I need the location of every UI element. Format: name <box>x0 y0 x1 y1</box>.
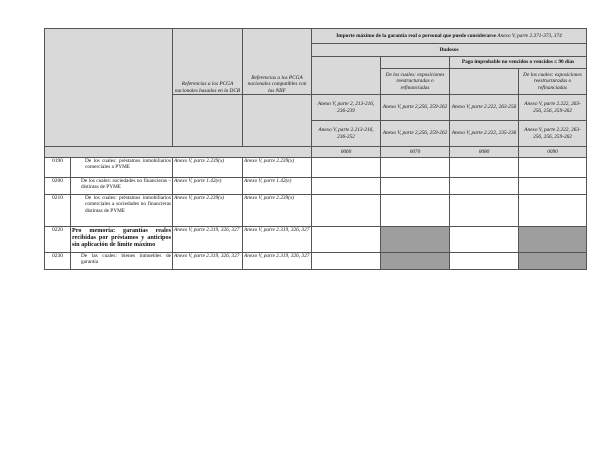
row-ref-bad <box>173 158 243 178</box>
pago-improbable-text: Pago improbable no vencidos o vencidos ≤ 90 días <box>461 59 575 66</box>
header-blank-cell <box>45 29 173 147</box>
row-ref-bad <box>173 253 243 270</box>
row-label <box>71 227 173 253</box>
header-ref-ifrs-lower <box>243 95 312 147</box>
row-code <box>45 253 71 270</box>
header-ref-ifrs-text: Referencias a los PCGA nacionales compatibles con las NIIF <box>247 74 307 94</box>
row-label-text: De las cuales: bienes inmuebles de garantía <box>81 253 171 266</box>
row-code <box>45 178 71 195</box>
cell-0070-shaded <box>381 253 450 270</box>
row-ref-ifrs <box>243 253 312 270</box>
cell-0090 <box>519 195 587 227</box>
row-code <box>45 195 71 227</box>
colid-0060 <box>312 147 381 158</box>
row-label-text: De los cuales: sociedades no financieras – distintas de PYME <box>81 178 171 191</box>
row-label <box>71 195 173 227</box>
header-ref-bad-text: Referencias a los PCGA nacionales basados en la DCB <box>174 81 241 94</box>
restructured-text-2: De los cuales: exposiciones reestructuradas o refinanciadas <box>523 71 582 91</box>
top-title-ref: Anexo V, parte 2.371-373, 374 <box>497 32 562 39</box>
header-ref-bad <box>173 29 243 95</box>
ref1-col-0070 <box>381 95 450 121</box>
row-code-text: 0200 <box>52 178 63 184</box>
header-ref-bad-lower <box>173 95 243 147</box>
ref1-0080-text: Anexo V, parte 2.222, 263-256 <box>451 104 517 111</box>
ref1-0090-text: Anexo V, parte 2.222, 263-256, 256, 259-262 <box>524 101 581 114</box>
row-label-text: Pro memoria: garantías reales recibidas por préstamos y anticipos sin aplicación de límite máximo <box>72 227 171 249</box>
ref1-col-0060 <box>312 95 381 121</box>
row-ref-bad <box>173 195 243 227</box>
colid-0070 <box>381 147 450 158</box>
colid-0060-text: 0060 <box>340 148 352 155</box>
row-label <box>71 158 173 178</box>
row-ref-ifrs <box>243 158 312 178</box>
header-blank-dudosos-total <box>312 57 381 95</box>
header-top-title <box>312 29 587 44</box>
row-ref-bad-text: Anexo V, parte 2.239(x) <box>174 195 225 201</box>
row-code-text: 0230 <box>52 253 63 259</box>
row-ref-bad <box>173 178 243 195</box>
row-label <box>71 178 173 195</box>
ref2-col-0060 <box>312 121 381 147</box>
row-ref-ifrs-text: Anexo V, parte 2.319, 326, 327 <box>244 253 310 259</box>
header-restructured-2 <box>519 69 587 95</box>
row-ref-ifrs <box>243 178 312 195</box>
colid-0070-text: 0070 <box>409 148 421 155</box>
cell-0060 <box>312 195 381 227</box>
row-ref-ifrs <box>243 195 312 227</box>
cell-0070 <box>381 178 450 195</box>
row-ref-ifrs-text: Anexo V, parte 2.239(x) <box>244 158 295 164</box>
top-title-text: Importe máximo de la garantía real o personal que puede considerarse <box>336 32 496 39</box>
table-row <box>45 178 587 195</box>
cell-0060 <box>312 178 381 195</box>
row-code <box>45 158 71 178</box>
row-code <box>45 227 71 253</box>
ref2-col-0080 <box>450 121 519 147</box>
dudosos-text: Dudosos <box>439 46 459 53</box>
header-restructured-1 <box>381 69 450 95</box>
cell-0060 <box>312 158 381 178</box>
cell-0090 <box>519 178 587 195</box>
cell-0090-shaded <box>519 227 587 253</box>
cell-0080 <box>450 178 519 195</box>
colid-0080-text: 0080 <box>478 148 490 155</box>
row-ref-bad-text: Anexo V, parte 2.239(x) <box>174 158 225 164</box>
cell-0090 <box>519 158 587 178</box>
collateral-table <box>44 28 587 270</box>
cell-0070-shaded <box>381 227 450 253</box>
row-ref-ifrs <box>243 227 312 253</box>
row-label-text: De los cuales: préstamos inmobiliarios comerciales a sociedades no financieras distintas de PYME <box>85 195 171 214</box>
regulatory-table-page <box>44 28 586 270</box>
header-pago-improbable <box>450 57 587 69</box>
table-row <box>45 227 587 253</box>
row-ref-ifrs-text: Anexo V, parte 2.239(x) <box>244 195 295 201</box>
colid-0080 <box>450 147 519 158</box>
cell-0090-shaded <box>519 253 587 270</box>
row-label-text: De los cuales: préstamos inmobiliarios comerciales a PYME <box>85 158 171 171</box>
row-code-text: 0190 <box>52 158 63 164</box>
ref2-0080-text: Anexo V, parte 2.222, 235-236 <box>451 130 517 137</box>
header-ref-ifrs <box>243 29 312 95</box>
row-ref-bad-text: Anexo V, parte 2.319, 326, 327 <box>174 253 240 259</box>
table-row <box>45 253 587 270</box>
row-label <box>71 253 173 270</box>
table-row <box>45 195 587 227</box>
colid-blank <box>45 147 312 158</box>
ref1-col-0090 <box>519 95 587 121</box>
ref1-0070-text: Anexo V, parte 2,256, 259-262 <box>382 104 448 111</box>
cell-0080 <box>450 195 519 227</box>
header-blank-under-dudosos <box>381 57 450 69</box>
ref1-col-0080 <box>450 95 519 121</box>
ref2-col-0090 <box>519 121 587 147</box>
ref1-0060-text: Anexo V, parte 2, 213-216, 236-239 <box>317 101 375 114</box>
row-ref-ifrs-text: Anexo V, parte 2.319, 326, 327 <box>244 227 310 233</box>
cell-0080 <box>450 158 519 178</box>
row-ref-ifrs-text: Anexo V, parte 1.42(e) <box>244 178 292 184</box>
header-dudosos <box>312 44 587 57</box>
ref2-0090-text: Anexo V, parte 2.222, 263-256, 256, 259-262 <box>524 127 581 140</box>
cell-0080 <box>450 253 519 270</box>
row-code-text: 0220 <box>52 227 63 233</box>
row-code-text: 0210 <box>52 195 63 201</box>
header-blank-pago <box>450 69 519 95</box>
restructured-text-1: De los cuales: exposiciones reestructuradas o refinanciadas <box>385 71 445 91</box>
table-row <box>45 158 587 178</box>
cell-0080 <box>450 227 519 253</box>
row-ref-bad-text: Anexo V, parte 2.319, 326, 327 <box>174 227 240 233</box>
cell-0060 <box>312 253 381 270</box>
cell-0070 <box>381 195 450 227</box>
row-ref-bad-text: Anexo V, parte 1.42(e) <box>174 178 222 184</box>
cell-0060 <box>312 227 381 253</box>
colid-0090-text: 0090 <box>547 148 558 155</box>
row-ref-bad <box>173 227 243 253</box>
ref2-col-0070 <box>381 121 450 147</box>
ref2-0070-text: Anexo V, parte 2,256, 259-262 <box>382 130 448 137</box>
ref2-0060-text: Anexo V, parte 2.213-216, 236-252 <box>318 127 374 140</box>
colid-0090 <box>519 147 587 158</box>
cell-0070 <box>381 158 450 178</box>
